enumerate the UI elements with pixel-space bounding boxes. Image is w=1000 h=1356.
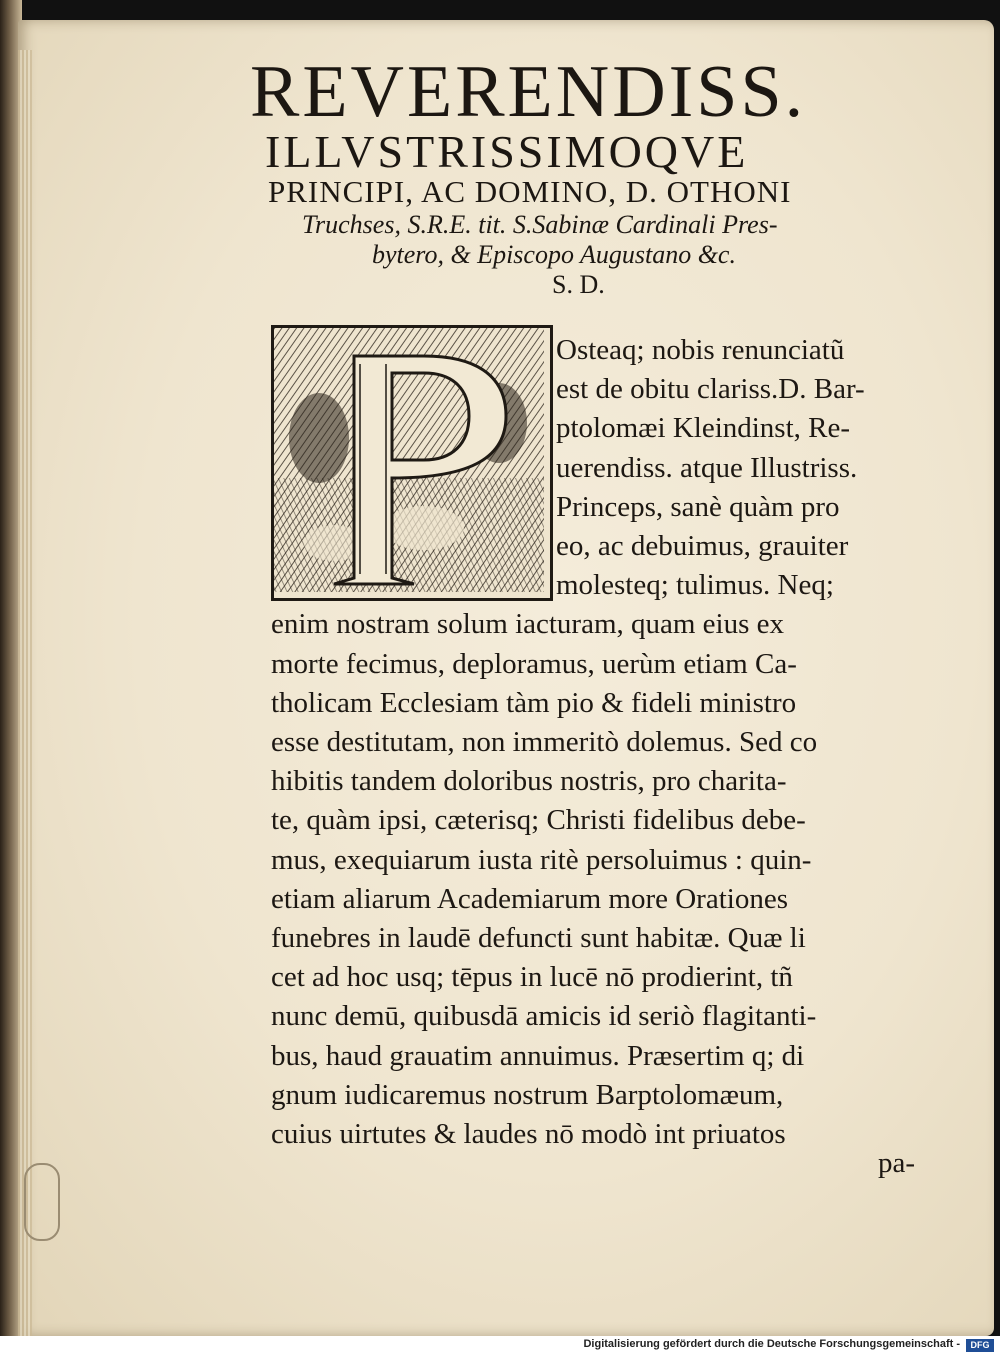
body-line: uerendiss. atque Illustriss.	[556, 451, 858, 484]
body-line: etiam aliarum Academiarum more Orationes	[271, 882, 788, 915]
body-line: morte fecimus, deploramus, uerùm etiam Ca-	[271, 647, 797, 680]
heading-line-1: REVERENDISS.	[250, 51, 807, 133]
body-line: funebres in laudē defuncti sunt habitæ. Quæ li	[271, 922, 806, 954]
body-line: molesteq; tulimus. Neq;	[556, 569, 834, 602]
footer-bar	[0, 1336, 1000, 1356]
body-line: mus, exequiarum iusta ritè persoluimus : quin-	[271, 843, 812, 876]
body-line: cuius uirtutes & laudes nō modò int priuatos	[271, 1118, 786, 1150]
heading-line-4: Truchses, S.R.E. tit. S.Sabinæ Cardinali Pres-	[302, 210, 778, 239]
decorated-initial	[271, 325, 553, 601]
body-line: bus, haud grauatim annuimus. Præsertim q; di	[271, 1039, 805, 1072]
body-line: tholicam Ecclesiam tàm pio & fideli ministro	[271, 686, 797, 719]
page-edges	[18, 50, 32, 1340]
footer-credit: Digitalisierung gefördert durch die Deutsche Forschungsgemeinschaft -	[583, 1338, 960, 1350]
heading-line-2: ILLVSTRISSIMOQVE	[265, 126, 749, 177]
catchword: pa-	[878, 1147, 916, 1179]
body-line: nunc demū, quibusdā amicis id seriò flagitanti-	[271, 1000, 817, 1033]
body-line: Osteaq; nobis renunciatũ	[556, 334, 845, 366]
woodcut-illustration	[274, 328, 544, 592]
body-line: Princeps, sanè quàm pro	[556, 490, 840, 523]
body-line: est de obitu clariss.D. Bar-	[556, 373, 865, 406]
body-line: gnum iudicaremus nostrum Barptolomæum,	[271, 1078, 784, 1111]
body-line: eo, ac debuimus, grauiter	[556, 530, 849, 562]
heading-line-6: S. D.	[552, 270, 605, 299]
body-line: enim nostram solum iacturam, quam eius ex	[271, 608, 785, 641]
body-line: cet ad hoc usq; tēpus in lucē nō prodierint, tñ	[271, 961, 793, 994]
heading-line-5: bytero, & Episcopo Augustano &c.	[372, 240, 736, 269]
body-line: te, quàm ipsi, cæterisq; Christi fidelibus debe-	[271, 804, 806, 837]
dfg-logo: DFG	[966, 1339, 994, 1352]
body-line: hibitis tandem doloribus nostris, pro charita-	[271, 765, 787, 798]
heading-line-3: PRINCIPI, AC DOMINO, D. OTHONI	[268, 174, 792, 209]
page-clasp	[24, 1163, 60, 1241]
body-line: esse destitutam, non immeritò dolemus. Sed co	[271, 726, 818, 758]
body-line: ptolomæi Kleindinst, Re-	[556, 412, 851, 445]
